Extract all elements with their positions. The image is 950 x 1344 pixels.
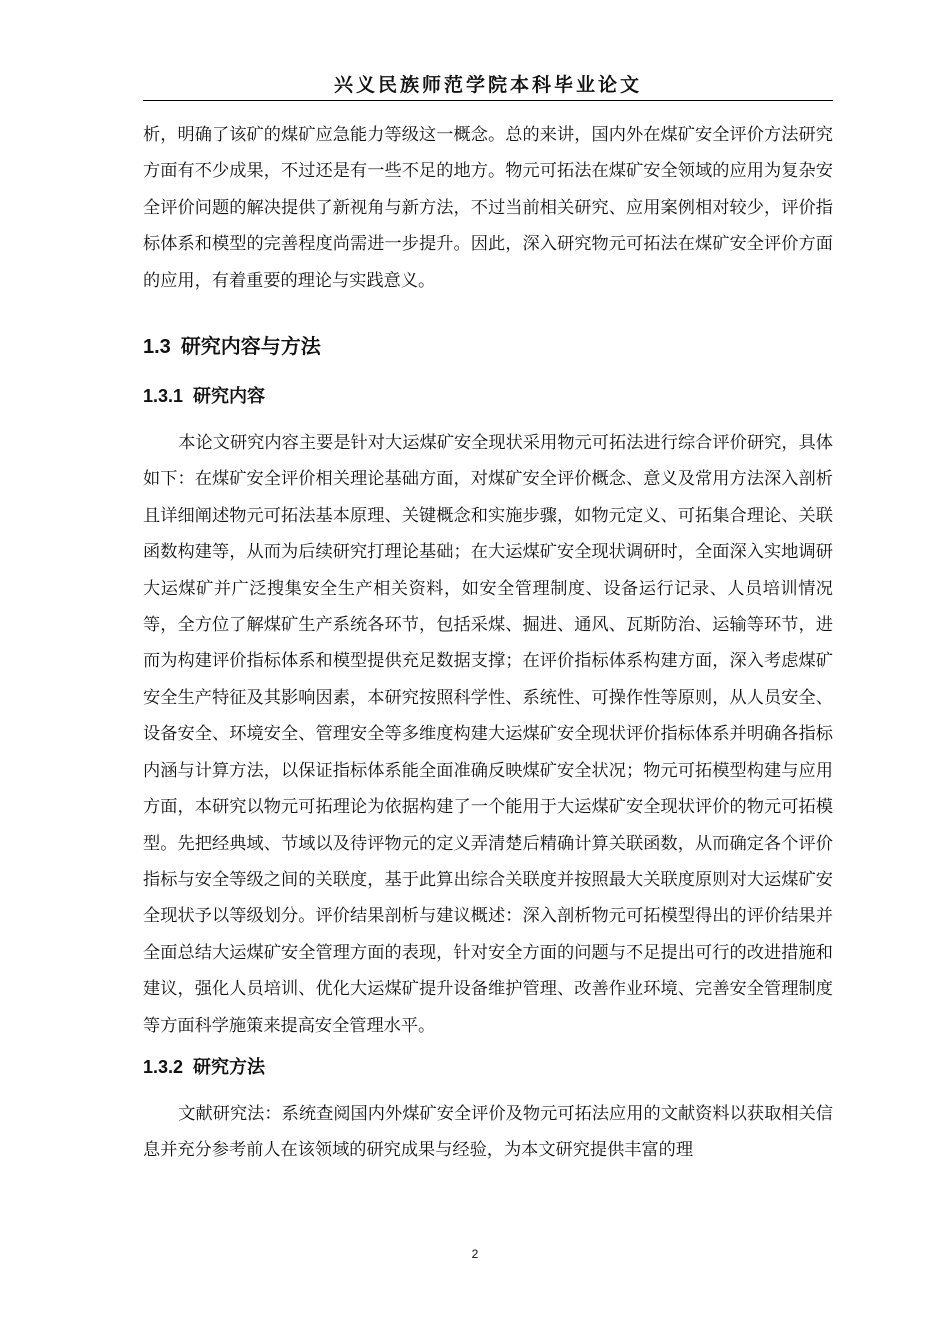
- intro-paragraph: 析，明确了该矿的煤矿应急能力等级这一概念。总的来讲，国内外在煤矿安全评价方法研究方面有不少成果，不过还是有一些不足的地方。物元可拓法在煤矿安全领域的应用为复杂安全评价问题的解决提供了新视角与新方法，不过当前相关研究、应用案例相对较少，评价指标体系和模型的完善程度尚需进一步提升。因此，深入研究物元可拓法在煤矿安全评价方面的应用，有着重要的理论与实践意义。: [143, 125, 833, 291]
- section-title: 研究内容: [193, 386, 266, 408]
- header-rule: [143, 100, 833, 101]
- section-title: 研究方法: [193, 1056, 266, 1078]
- section-heading-1-3-2: [143, 1053, 833, 1079]
- section-heading-1-3-1: [143, 382, 833, 408]
- research-method-paragraph: 文献研究法：系统查阅国内外煤矿安全评价及物元可拓法应用的文献资料以获取相关信息并充分参考前人在该领域的研究成果与经验，为本文研究提供丰富的理: [143, 1103, 833, 1161]
- section-number: 1.3.1: [143, 386, 184, 407]
- section-number: 1.3: [143, 336, 171, 359]
- page-number: 2: [471, 1247, 479, 1261]
- section-number: 1.3.2: [143, 1056, 184, 1077]
- research-content-paragraph: 本论文研究内容主要是针对大运煤矿安全现状采用物元可拓法进行综合评价研究，具体如下：在煤矿安全评价相关理论基础方面，对煤矿安全评价概念、意义及常用方法深入剖析且详细阐述物元可拓法基本原理、关键概念和实施步骤，如物元定义、可拓集合理论、关联函数构建等，从而为后续研究打理论基础；在大运煤矿安全现状调研时，全面深入实地调研大运煤矿并广泛搜集安全生产相关资料，如安全管理制度、设备运行记录、人员培训情况等，全方位了解煤矿生产系统各环节，包括采煤、掘进、通风、瓦斯防治、运输等环节，进而为构建评价指标体系和模型提供充足数据支撑；在评价指标体系构建方面，深入考虑煤矿安全生产特征及其影响因素，本研究按照科学性、系统性、可操作性等原则，从人员安全、设备安全、环境安全、管理安全等多维度构建大运煤矿安全现状评价指标体系并明确各指标内涵与计算方法，以保证指标体系能全面准确反映煤矿安全状况；物元可拓模型构建与应用方面，本研究以物元可拓理论为依据构建了一个能用于大运煤矿安全现状评价的物元可拓模型。先把经典域、节域以及待评物元的定义弄清楚后精确计算关联函数，从而确定各个评价指标与安全等级之间的关联度，基于此算出综合关联度并按照最大关联度原则对大运煤矿安全现状予以等级划分。评价结果剖析与建议概述：深入剖析物元可拓模型得出的评价结果并全面总结大运煤矿安全管理方面的表现，针对安全方面的问题与不足提出可行的改进措施和建议，强化人员培训、优化大运煤矿提升设备维护管理、改善作业环境、完善安全管理制度等方面科学施策来提高安全管理水平。: [143, 433, 833, 1036]
- page-content: [143, 117, 833, 1169]
- section-title: 研究内容与方法: [180, 334, 321, 359]
- running-header-title: 兴义民族师范学院本科毕业论文: [333, 74, 642, 96]
- section-heading-1-3: [143, 330, 833, 359]
